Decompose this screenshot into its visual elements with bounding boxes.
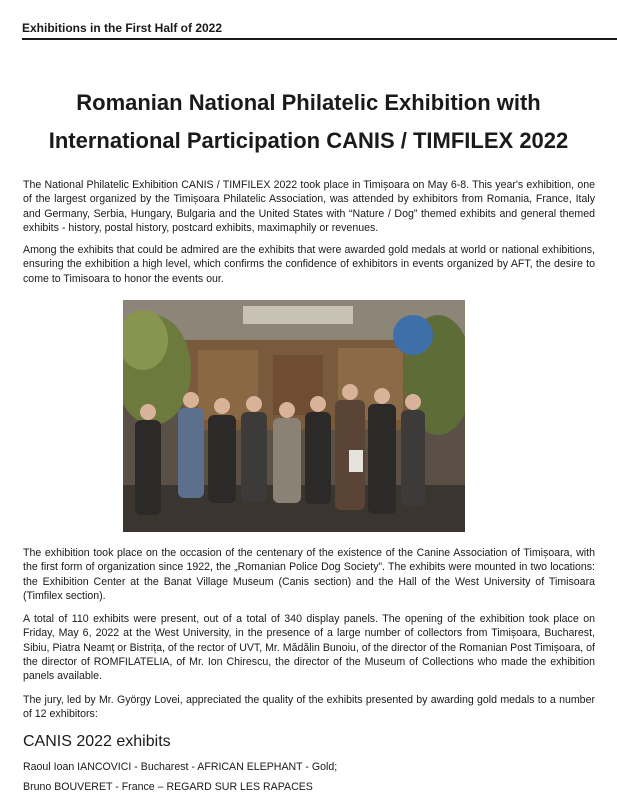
title-line-1: Romanian National Philatelic Exhibition with <box>76 90 541 115</box>
page-title <box>20 84 597 160</box>
title-line-2: International Participation CANIS / TIMFILEX 2022 <box>48 128 569 153</box>
running-header: Exhibitions in the First Half of 2022 <box>22 18 617 40</box>
section-heading: CANIS 2022 exhibits <box>23 733 171 750</box>
paragraph-exhibits: Among the exhibits that could be admired are the exhibits that were awarded gold medals at world or national exhibitions, ensuring the exhibition a high level, which confirms the confidence of exhibitors in events organized by AFT, the desire to come to Timisoara to honor the events our. <box>23 244 595 285</box>
group-photo <box>123 300 465 532</box>
exhibit-list-item: Raoul Ioan IANCOVICI - Bucharest - AFRICAN ELEPHANT - Gold; <box>23 761 338 773</box>
paragraph-centenary: The exhibition took place on the occasion of the centenary of the existence of the Canine Association of Timișoara, with the first form of organization since 1922, the „Romanian Police Dog Society”. The exhibits were mounted in two locations: the Exhibition Center at the Banat Village Museum (Canis section) and the Hall of the West University of Timisoara (Timfilex section). <box>23 547 595 602</box>
group-photo-image <box>123 300 465 532</box>
paragraph-opening: A total of 110 exhibits were present, out of a total of 340 display panels. The opening of the exhibition took place on Friday, May 6, 2022 at the West University, in the presence of a large number of collectors from Timișoara, Bucharest, Sibiu, Piatra Neamț or Bistrița, of the rector of UVT, Mr. Mădălin Bunoiu, of the director of the Romanian Post Timișoara, of the director of ROMFILATELIA, of Mr. Ion Chirescu, the director of the Museum of Collections who made the exhibition panels available. <box>23 613 595 683</box>
paragraph-intro: The National Philatelic Exhibition CANIS / TIMFILEX 2022 took place in Timișoara on May 6-8. This year's exhibition, one of the largest organized by the Timișoara Philatelic Association, was attended by exhibitors from Romania, France, Italy and Germany, Serbia, Hungary, Bulgaria and the United States with “Nature / Dog” themed exhibits and general themed exhibits - history, postal history, postcard exhibits, maximaphily or revenues. <box>23 179 595 234</box>
exhibit-list-item: Bruno BOUVERET - France – REGARD SUR LES RAPACES <box>23 781 313 793</box>
paragraph-jury: The jury, led by Mr. György Lovei, appreciated the quality of the exhibits presented by awarding gold medals to a number of 12 exhibitors: <box>23 694 595 721</box>
